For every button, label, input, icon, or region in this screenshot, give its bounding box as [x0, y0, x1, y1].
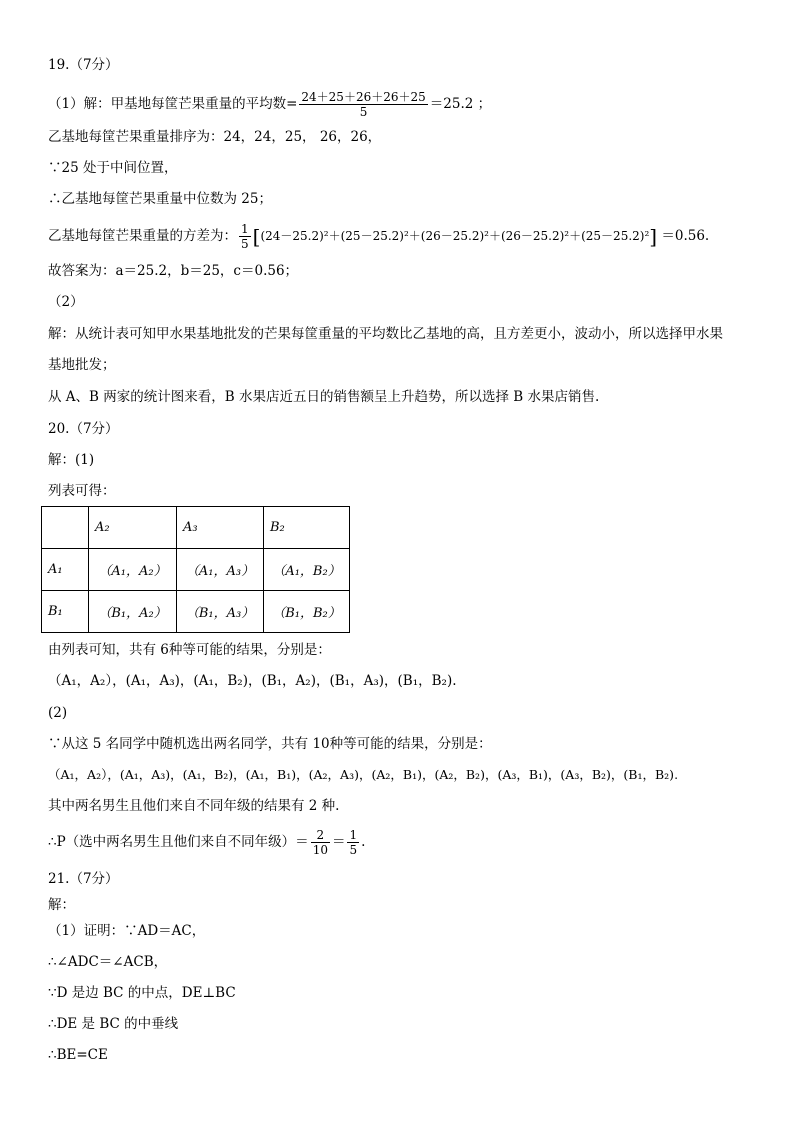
- q19-sort-line: 乙基地每筐芒果重量排序为：24，24，25， 26，26，: [48, 129, 382, 145]
- q21-header: 21.（7分）: [48, 871, 119, 887]
- q20-table-intro: 列表可得：: [48, 483, 116, 499]
- q20-prob-frac1-den: 10: [312, 843, 328, 857]
- q20-result-intro: 由列表可知，共有 6种等可能的结果，分别是：: [48, 642, 331, 658]
- table-cell: （A₁，B₂）: [264, 549, 350, 591]
- table-row-header: A₁: [42, 549, 89, 591]
- table-header-cell: A₃: [177, 507, 264, 549]
- table-row-header: B₁: [42, 591, 89, 633]
- q21-solve: 解：: [48, 897, 75, 913]
- right-bracket-icon: ]: [649, 224, 658, 249]
- q19-mean-denominator: 5: [359, 105, 368, 119]
- table-cell: （A₁，A₂）: [89, 549, 177, 591]
- q19-variance-expression: (24－25.2)²＋(25－25.2)²＋(26－25.2)²＋(26－25.2)²＋(25－25.2)²: [260, 229, 650, 243]
- table-cell: （A₁，A₃）: [177, 549, 264, 591]
- q19-answer-line: 故答案为：a＝25.2，b＝25，c＝0.56；: [48, 263, 299, 279]
- q19-variance-frac-num: 1: [241, 222, 249, 236]
- q20-probability-line: [48, 828, 365, 857]
- q20-prob-frac2-den: 5: [349, 843, 358, 857]
- q21-line3: ∵D 是边 BC 的中点，DE⊥BC: [48, 985, 236, 1001]
- q19-mean-prefix: （1）解：甲基地每筐芒果重量的平均数=: [48, 96, 298, 112]
- q19-mean-line: [48, 90, 491, 119]
- table-row: [42, 591, 350, 633]
- q20-prob-frac1-num: 2: [311, 828, 330, 843]
- q19-variance-line: [48, 222, 709, 251]
- q19-mean-fraction: [299, 90, 427, 119]
- q20-part2-list: （A₁，A₂），(A₁，A₃)，(A₁，B₂)，(A₁，B₁)，(A₂，A₃)，(A₂，B₁)，(A₂，B₂)，(A₃，B₁)，(A₃，B₂)，(B₁，B₂).: [48, 767, 679, 782]
- q19-mean-suffix: ＝25.2 ；: [429, 96, 492, 112]
- q20-probability-fraction-2: [347, 828, 359, 857]
- q20-prob-frac2-num: 1: [349, 828, 358, 842]
- q19-part2-line1: 解：从统计表可知甲水果基地批发的芒果每筐重量的平均数比乙基地的高，且方差更小，波动小，所以选择甲水果: [48, 326, 723, 342]
- q20-prob-equals: ＝: [331, 834, 346, 850]
- q21-line1: （1）证明：∵AD＝AC，: [48, 923, 206, 939]
- q21-line2: ∴∠ADC＝∠ACB，: [48, 954, 168, 970]
- q19-mean-numerator: 24＋25＋26＋26＋25: [301, 90, 426, 104]
- q19-part2-line2: 基地批发；: [48, 357, 116, 373]
- q20-part2-count: 其中两名男生且他们来自不同年级的结果有 2 种.: [48, 798, 340, 814]
- q19-part2-line3: 从 A、B 两家的统计图来看，B 水果店近五日的销售额呈上升趋势，所以选择 B 水果店销售.: [48, 389, 600, 405]
- q20-part2-label: (2): [48, 705, 68, 721]
- outcome-table: [41, 506, 350, 633]
- left-bracket-icon: [: [252, 224, 261, 249]
- q21-line5: ∴BE=CE: [48, 1047, 108, 1063]
- q19-part2-label: （2）: [48, 294, 84, 310]
- q20-header: 20.（7分）: [48, 421, 119, 437]
- q20-prob-end: .: [361, 834, 366, 850]
- q19-variance-prefix: 乙基地每筐芒果重量的方差为：: [48, 228, 237, 244]
- table-row: [42, 549, 350, 591]
- q20-probability-prefix: ∴P（选中两名男生且他们来自不同年级）＝: [48, 834, 309, 850]
- q19-variance-result: ＝0.56.: [661, 228, 710, 244]
- q19-variance-fraction: [239, 222, 251, 251]
- q19-median-line: ∴乙基地每筐芒果重量中位数为 25；: [48, 191, 272, 207]
- table-header-row: [42, 507, 350, 549]
- table-cell: （B₁，A₃）: [177, 591, 264, 633]
- table-cell: （B₁，B₂）: [264, 591, 350, 633]
- q20-probability-fraction-1: [311, 828, 330, 857]
- q20-result-list: （A₁，A₂），(A₁，A₃)，(A₁，B₂)，(B₁，A₂)，(B₁，A₃)，(B₁，B₂).: [48, 673, 457, 689]
- table-header-cell: A₂: [89, 507, 177, 549]
- q20-part2-intro: ∵从这 5 名同学中随机选出两名同学，共有 10种等可能的结果，分别是：: [48, 736, 492, 752]
- table-header-cell: B₂: [264, 507, 350, 549]
- table-header-cell: [42, 507, 89, 549]
- q20-solve: 解：(1): [48, 452, 95, 468]
- table-cell: （B₁，A₂）: [89, 591, 177, 633]
- q19-because-line: ∵25 处于中间位置，: [48, 160, 178, 176]
- q19-variance-frac-den: 5: [241, 237, 249, 251]
- q19-header: 19.（7分）: [48, 57, 119, 73]
- q21-line4: ∴DE 是 BC 的中垂线: [48, 1016, 179, 1032]
